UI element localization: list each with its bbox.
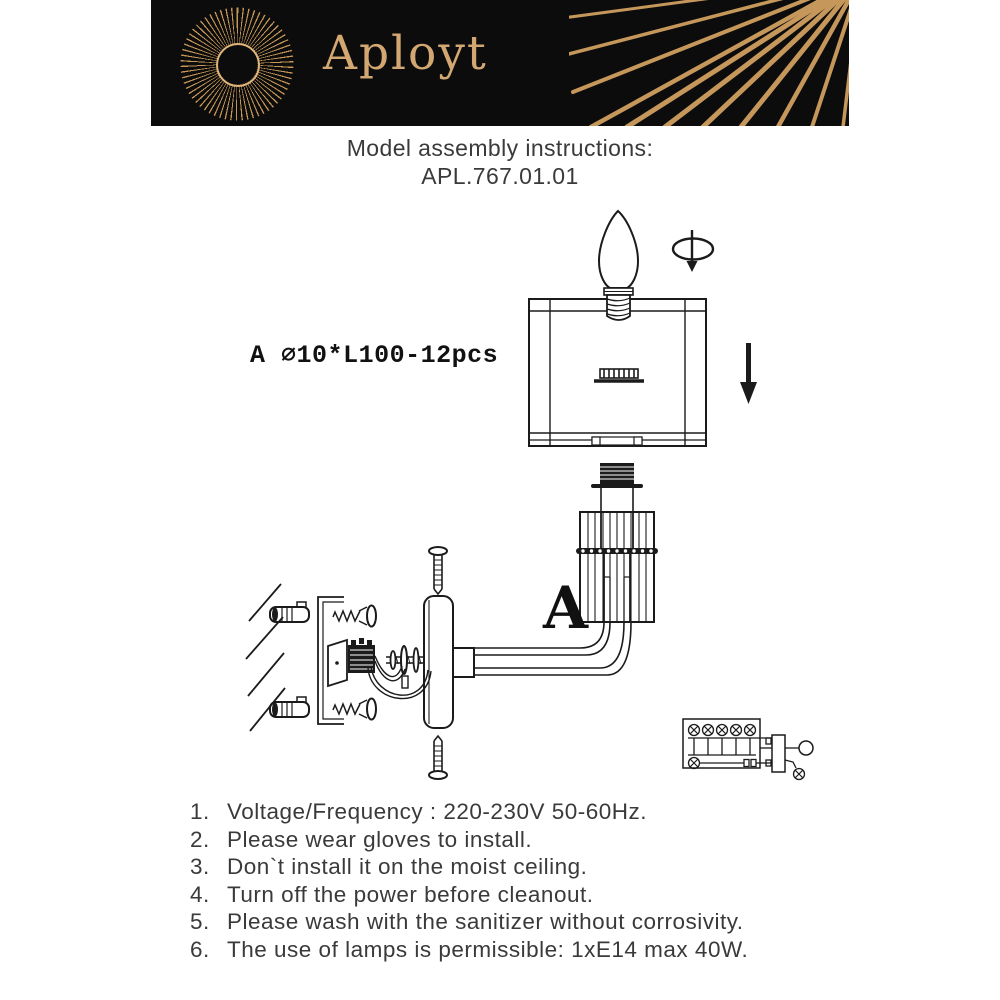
item-text: Voltage/Frequency : 220-230V 50-60Hz. [227,799,648,824]
list-item [190,908,870,936]
title-block [150,134,850,190]
list-item [190,798,870,826]
part-a-label: A [543,574,589,642]
doc-title: Model assembly instructions: [346,135,654,161]
rotate-icon [673,230,713,272]
screw-spec-label: A ∅10*L100-12pcs [250,341,499,370]
shade-socket-mount [594,369,644,381]
list-item [190,881,870,909]
brand-name: Aployt [323,26,488,81]
terminal-block [328,638,375,686]
item-text: Don`t install it on the moist ceiling. [227,854,588,880]
lampshade [529,299,706,446]
threaded-rod [386,646,424,688]
wall-anchor-top [270,602,309,622]
candle-bulb [599,211,638,320]
bracket-screw-bottom [333,699,376,720]
item-number: 4. [190,881,210,907]
list-item [190,853,870,881]
item-number: 6. [190,936,210,962]
wall-canopy [424,596,474,728]
item-text: The use of lamps is permissible: 1xE14 max 40W. [227,936,749,962]
sunburst-logo-icon [175,2,299,126]
instruction-list [190,798,870,964]
socket-nipple [591,463,643,512]
list-item [190,936,870,964]
item-text: Please wash with the sanitizer without corrosivity. [227,909,744,935]
wiring-diagram [683,719,813,780]
item-text: Turn off the power before cleanout. [227,881,594,907]
item-number: 5. [190,909,210,935]
item-number: 2. [190,826,210,852]
item-number: 3. [190,854,210,880]
assembly-diagram [150,195,850,795]
candle-sleeve [576,512,658,622]
model-number: APL.767.01.01 [421,163,579,189]
canopy-screw-top [429,547,447,594]
list-item [190,826,870,854]
down-arrow-icon [740,343,757,404]
item-text: Please wear gloves to install. [227,826,533,852]
sunburst-ring [216,43,260,87]
canopy-screw-bottom [429,736,447,779]
ray-fan-decoration [569,0,849,126]
brand-banner [151,0,849,126]
bracket-screw-top [333,606,376,627]
item-number: 1. [190,799,210,824]
